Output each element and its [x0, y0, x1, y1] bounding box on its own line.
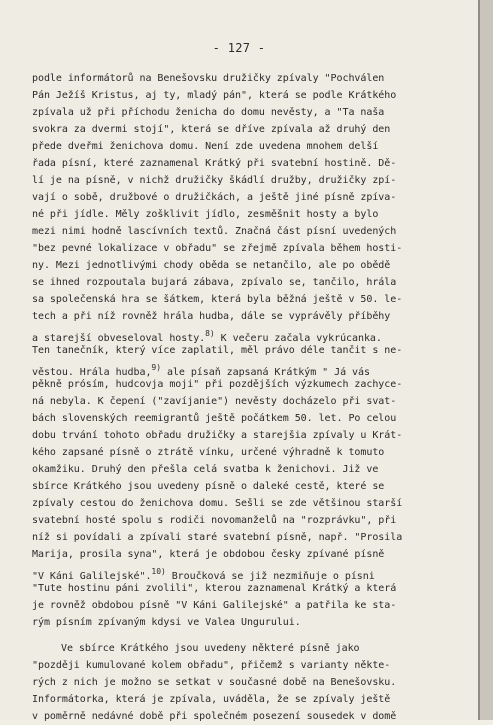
text-line: tech a při níž rovněž hrála hudba, dále se vyprávěly příběhy — [32, 311, 391, 322]
text-line: Informátorka, která je zpívala, uváděla, že se zpívaly ještě — [32, 693, 391, 705]
text-line: "později kumulované kolem obřadu", přičemž s varianty někte- — [32, 659, 391, 671]
footnote-marker: 9) — [151, 363, 161, 372]
text-line: svokra za dvermi stojí", která se dříve zpívala až druhý den — [32, 124, 391, 135]
binding-shadow — [478, 0, 480, 720]
text-line: kého zapsané písně o ztrátě vínku, určené výhradně k tomuto — [32, 447, 385, 458]
text-line: "Tute hostinu páni zvolili", kterou zaznamenal Krátký a která — [32, 583, 397, 594]
text-line: zpívala už při příchodu ženicha do domu nevěsty, a "Ta naša — [32, 107, 385, 118]
text-line: řada písní, které zaznamenal Krátký při svatební hostině. Dě- — [32, 158, 397, 169]
line-text: Broučková se již nezmiňuje o písni — [165, 571, 375, 582]
text-line: "bez pevné lokalizace v obřadu" se zřejmě zpívala během hosti- — [32, 243, 403, 254]
line-text: a starejší obveseloval hosty. — [32, 333, 206, 344]
text-line: né při jídle. Měly zošklivit jídlo, zesměšnit hosty a bylo — [32, 209, 379, 220]
footnote-marker: 10) — [151, 567, 166, 576]
text-line: rých z nich je možno se setkat v současné době na Benešovsku. — [32, 676, 397, 688]
text-line: je rovněž obdobou písně "V Káni Galilejské" a patřila ke sta- — [32, 600, 397, 611]
text-line: sa společenská hra se šátkem, která byla běžná ještě v 50. le- — [32, 294, 403, 305]
text-line: ny. Mezi jednotlivými chody oběda se netančilo, ale po obědě — [32, 260, 391, 271]
text-line: bách slovenských reemigrantů ještě počátkem 50. let. Po celou — [32, 413, 397, 424]
text-line: podle informátorů na Benešovsku družičky zpívaly "Pochválen — [32, 73, 385, 84]
text-line: Pán Ježíš Kristus, aj ty, mladý pán", která se podle Krátkého — [32, 90, 397, 101]
text-line: mezi nimi hodně lascívních textů. Značná část písní uvedených — [32, 226, 397, 237]
text-line: se ihned rozpoutala bujará zábava, zpívalo se, tančilo, hrála — [32, 277, 397, 288]
text-line: dobu trvání tohoto obřadu družičky a starejšia zpívaly u Krát- — [32, 430, 403, 441]
text-line: přede dveřmi ženichova domu. Není zde uvedena mnohem delší — [32, 141, 379, 152]
text-line: Ve sbírce Krátkého jsou uvedeny některé písně jako — [61, 642, 360, 654]
line-text: ale písaň zapsaná Krátkým " Já vás — [160, 367, 370, 378]
text-line: svatební hosté spolu s rodiči novomanželů na "rozprávku", při — [32, 515, 397, 526]
line-text: věstou. Hrála hudba, — [32, 367, 152, 378]
line-text: "V Káni Galilejské". — [32, 571, 152, 582]
text-line: pěkně prósím, hudcovja moji" při pozdějších výzkumech zachyce- — [32, 379, 403, 390]
footnote-marker: 8) — [205, 329, 215, 338]
text-line: v poměrně nedávné době při společném posezení sousedek v domě — [32, 710, 397, 722]
text-line: lí je na písně, v nichž družičky škádlí družby, družičky zpí- — [32, 175, 397, 186]
text-line: Marija, prosila syna", která je obdobou česky zpívané písně — [32, 549, 385, 560]
text-line: Ten tanečník, který více zaplatil, měl právo déle tančit s ne- — [32, 345, 403, 356]
text-line: zpívaly cestou do ženichova domu. Sešli se zde většinou starší — [32, 498, 403, 509]
page-binding-edge — [478, 0, 493, 720]
text-line: rým písním zpívaným kdysi ve Valea Ungurului. — [32, 617, 301, 628]
text-line: níž si povídali a zpívali staré svatební písně, např. "Prosila — [32, 532, 403, 543]
text-line: sbírce Krátkého jsou uvedeny písně o daleké cestě, které se — [32, 481, 385, 492]
page-number: - 127 - — [212, 41, 266, 55]
line-text: K večeru začala vykrúcanka. — [214, 333, 382, 344]
text-line: vají o sobě, družbové o družičkách, a ještě jiné písně zpíva- — [32, 192, 397, 203]
text-line: ná nebyla. K čepení ("zavíjanie") nevěsty docházelo při svat- — [32, 396, 397, 407]
text-line: okamžiku. Druhý den přešla celá svatba k ženichovi. Již ve — [32, 464, 379, 475]
